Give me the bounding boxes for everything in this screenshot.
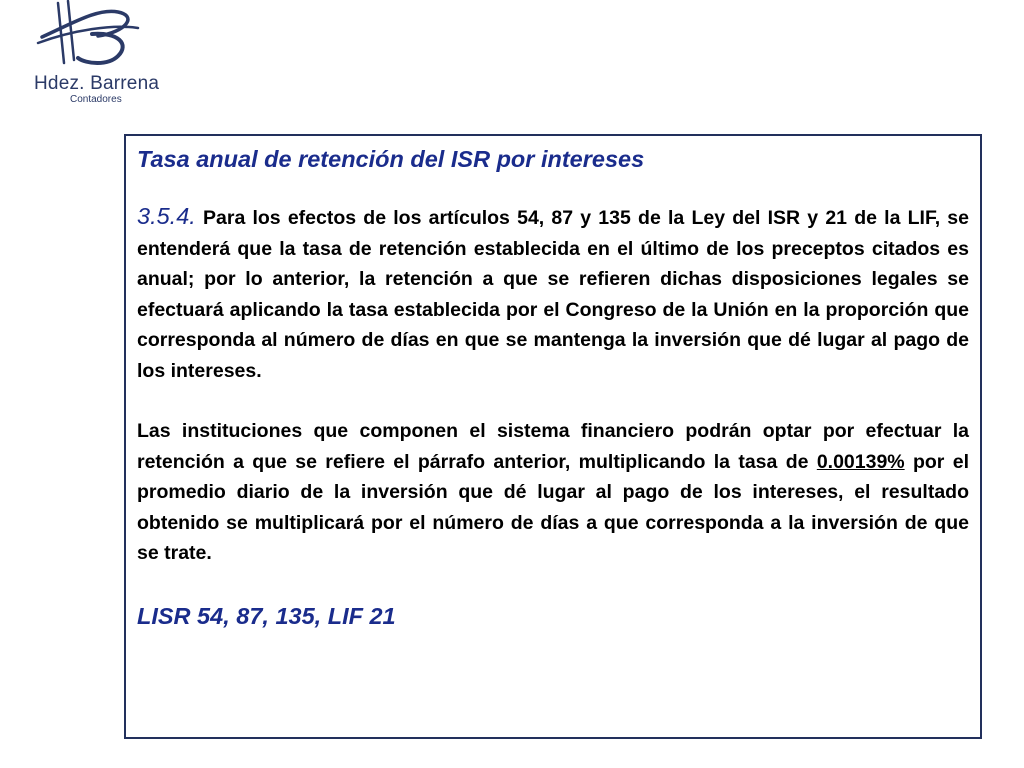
article-number: 3.5.4. <box>137 203 196 229</box>
retention-rate: 0.00139% <box>816 450 905 473</box>
logo-monogram-icon <box>28 0 158 80</box>
logo-name: Hdez. Barrena <box>34 73 160 94</box>
logo-subtitle: Contadores <box>70 94 122 105</box>
paragraph-1-text: Para los efectos de los artículos 54, 87 y 135 de la Ley del ISR y 21 de la LIF, se entenderá que la tasa de retención establecida en el último de los preceptos citados es anual; por lo anterior, la retención a que se refieren dichas disposiciones legales se efectuará aplicando la tasa establecida por el Congreso de la Unión en la proporción que corresponda al número de días en que se mantenga la inversión que dé lugar al pago de los intereses. <box>137 207 969 382</box>
paragraph-2-text-end: por el promedio diario de la inversión que dé lugar al pago de los intereses, el resultado obtenido se multiplicará por el número de días a que corresponda a la inversión de que se trate. <box>137 450 969 564</box>
company-logo <box>28 0 158 110</box>
rule-box <box>124 134 982 739</box>
paragraph-1 <box>137 201 969 386</box>
paragraph-2 <box>137 416 969 569</box>
rule-title: Tasa anual de retención del ISR por intereses <box>137 146 645 172</box>
paragraph-2-text-start: Las instituciones que componen el sistema financiero podrán optar por efectuar la retención a que se refiere el párrafo anterior, multiplicando la tasa de <box>137 420 969 473</box>
legal-references: LISR 54, 87, 135, LIF 21 <box>137 602 396 629</box>
